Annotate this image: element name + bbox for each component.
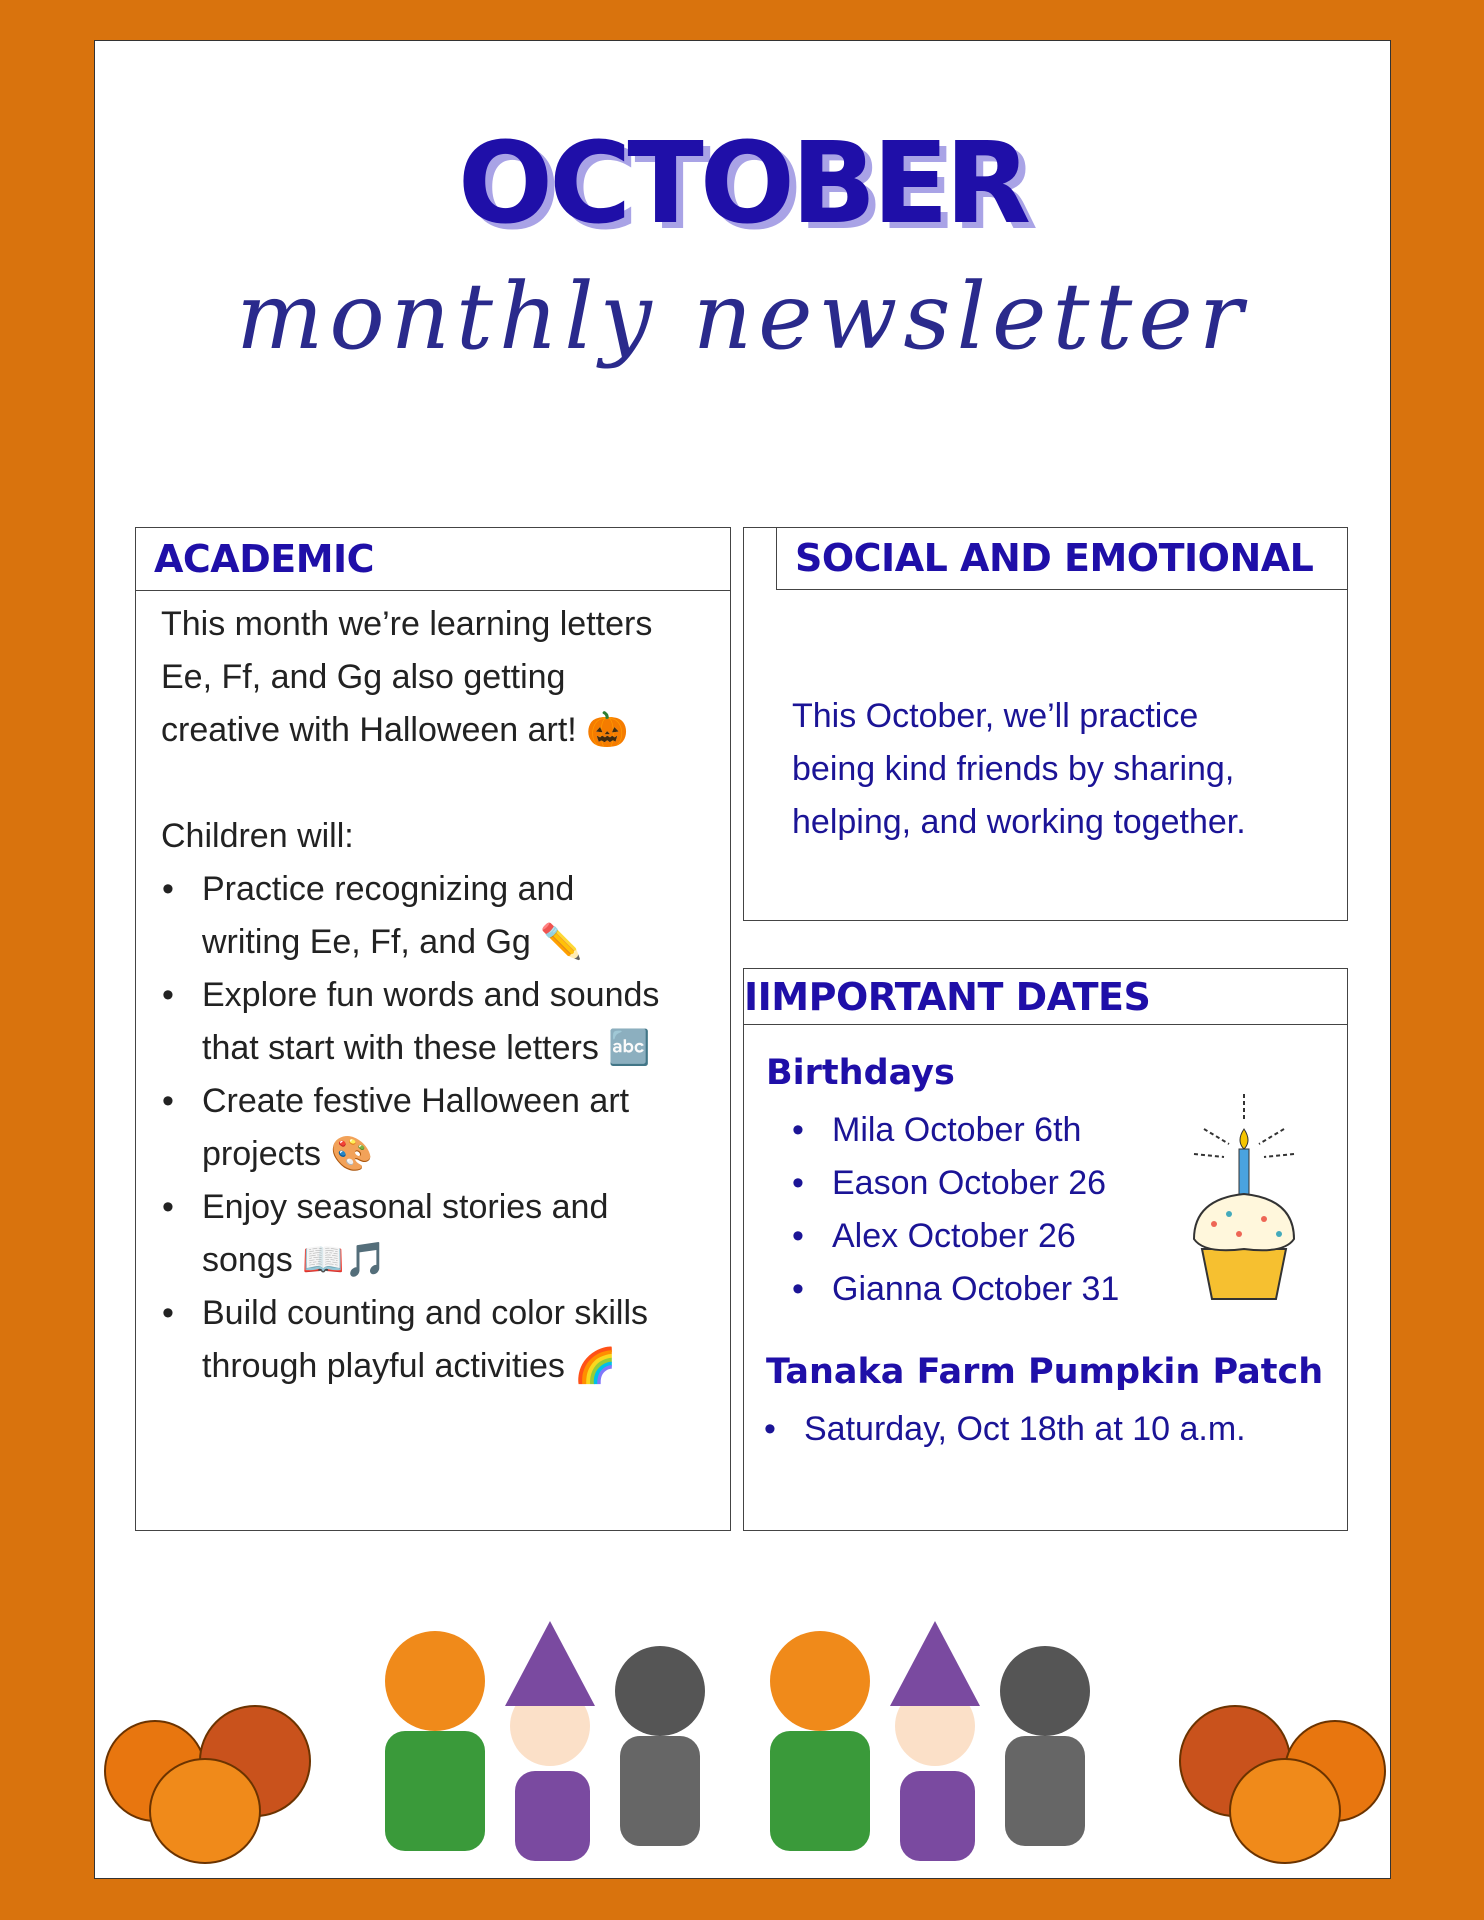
kids-costumes-icon [385, 1621, 1090, 1861]
birthday-item: • Alex October 26 [766, 1210, 1326, 1263]
social-line: helping, and working together. [792, 803, 1246, 841]
social-line: This October, we’ll practice [792, 697, 1199, 735]
page-subtitle: monthly newsletter [236, 263, 1249, 370]
list-item: • Build counting and color skills through playful activities 🌈 [136, 1287, 676, 1393]
list-item: • Create festive Halloween art projects 🎨 [136, 1075, 676, 1181]
academic-section [135, 527, 731, 1531]
page-title: OCTOBER [457, 119, 1028, 249]
pumpkin-icon [105, 1706, 310, 1863]
academic-intro-line: creative with Halloween art! 🎃 [161, 711, 629, 749]
list-item: • Practice recognizing and writing Ee, Ff, and Gg ✏️ [136, 863, 676, 969]
important-dates-section [743, 968, 1348, 1531]
birthdays-title: Birthdays [766, 1053, 955, 1093]
cupcake-icon [1184, 1089, 1304, 1309]
social-emotional-section [743, 527, 1348, 921]
social-line: being kind friends by sharing, [792, 750, 1235, 788]
academic-heading: ACADEMIC [136, 528, 730, 591]
list-item: • Enjoy seasonal stories and songs 📖🎵 [136, 1181, 676, 1287]
newsletter-page [94, 40, 1391, 1879]
social-heading: SOCIAL AND EMOTIONAL [776, 527, 1348, 590]
birthday-item: • Eason October 26 [766, 1157, 1326, 1210]
halloween-illustration [95, 1611, 1392, 1880]
children-will-label: Children will: [161, 817, 354, 855]
list-item: • Explore fun words and sounds that start with these letters 🔤 [136, 969, 676, 1075]
birthday-item: • Gianna October 31 [766, 1263, 1326, 1316]
pumpkin-icon [1180, 1706, 1385, 1863]
academic-intro-line: This month we’re learning letters [161, 605, 653, 643]
dates-heading: IIMPORTANT DATES [744, 969, 1347, 1025]
event-title: Tanaka Farm Pumpkin Patch [766, 1352, 1324, 1392]
birthday-item: • Mila October 6th [766, 1104, 1326, 1157]
academic-intro-line: Ee, Ff, and Gg also getting [161, 658, 566, 696]
event-item: • Saturday, Oct 18th at 10 a.m. [738, 1403, 1326, 1456]
